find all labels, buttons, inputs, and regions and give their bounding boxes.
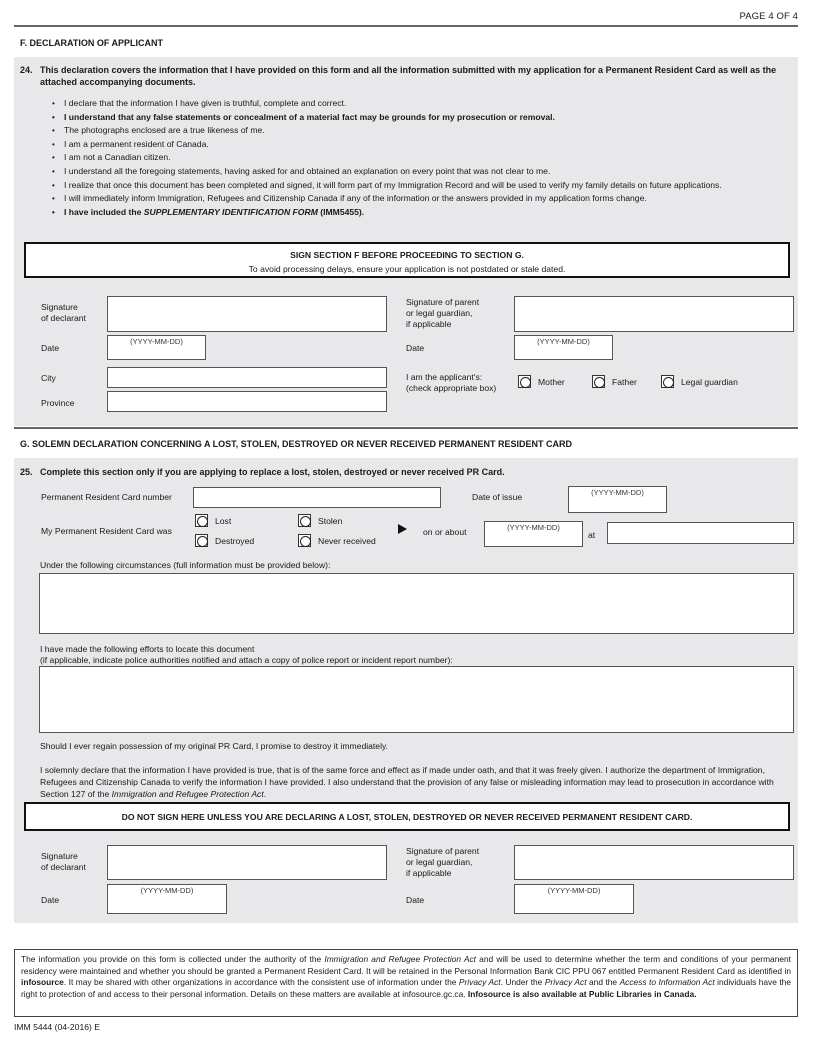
at-location-field[interactable] bbox=[607, 522, 794, 544]
statement-item: • I declare that the information I have given is truthful, complete and correct. bbox=[52, 97, 792, 111]
statement-item: • I am not a Canadian citizen. bbox=[52, 151, 792, 165]
page-number: PAGE 4 OF 4 bbox=[739, 11, 798, 22]
section-f-title: F. DECLARATION OF APPLICANT bbox=[20, 38, 163, 48]
radio-legal-guardian-label: Legal guardian bbox=[681, 377, 738, 387]
date-of-issue-placeholder: (YYYY-MM-DD) bbox=[591, 488, 644, 497]
g-date-placeholder: (YYYY-MM-DD) bbox=[140, 886, 194, 895]
statement-item: • The photographs enclosed are a true likeness of me. bbox=[52, 124, 792, 138]
on-or-about-field[interactable] bbox=[484, 521, 583, 547]
on-or-about-placeholder: (YYYY-MM-DD) bbox=[507, 523, 560, 532]
statement-item: • I realize that once this document has been completed and signed, it will form part of my Immigration Record and will be used to verify my family details on future applications. bbox=[52, 179, 792, 193]
statement-item: • I understand that any false statements or concealment of a material fact may be grounds for my prosecution or removal. bbox=[52, 111, 792, 125]
arrow-right-icon bbox=[398, 524, 407, 534]
radio-destroyed[interactable] bbox=[195, 534, 208, 547]
section-g-title: G. SOLEMN DECLARATION CONCERNING A LOST, STOLEN, DESTROYED OR NEVER RECEIVED PERMANENT RESIDENT CARD bbox=[20, 439, 573, 449]
sign-section-f-notice: SIGN SECTION F BEFORE PROCEEDING TO SECTION G. To avoid processing delays, ensure your application is not postdated or stale dated. bbox=[24, 242, 790, 278]
parent-date-placeholder: (YYYY-MM-DD) bbox=[537, 337, 590, 346]
radio-father-label: Father bbox=[612, 377, 637, 387]
section-divider bbox=[14, 427, 798, 429]
statement-item: • I will immediately inform Immigration, Refugees and Citizenship Canada if any of the information or the answers provided in my application forms change. bbox=[52, 192, 792, 206]
question-24-number: 24. bbox=[20, 65, 33, 75]
province-field[interactable] bbox=[107, 391, 387, 412]
signature-parent-field[interactable] bbox=[514, 296, 794, 332]
radio-never-received-label: Never received bbox=[318, 536, 376, 546]
privacy-notice: The information you provide on this form is collected under the authority of the Immigration and Refugee Protection Act and will be used to determine whether the term and conditions of your permanent residency were maintained and whether you should be granted a Permanent Resident Card. It will be retained in the Personal Information Bank CIC PPU 067 entitled Permanent Resident Card as identified in infosource. It may be shared with other organizations in accordance with the consistent use of information under the Privacy Act. Under the Privacy Act and the Access to Information Act individuals have the right to protection of and access to their personal information. Details on these matters are available at infosource.gc.ca. Infosource is also available at Public Libraries in Canada. bbox=[14, 949, 798, 1017]
g-parent-date-label: Date bbox=[406, 895, 425, 905]
question-25-number: 25. bbox=[20, 467, 33, 477]
radio-mother[interactable] bbox=[518, 375, 531, 388]
relation-label: I am the applicant's: (check appropriate box) bbox=[406, 372, 497, 393]
statement-item: • I am a permanent resident of Canada. bbox=[52, 138, 792, 152]
g-date-label: Date bbox=[41, 895, 60, 905]
do-not-sign-notice: DO NOT SIGN HERE UNLESS YOU ARE DECLARING A LOST, STOLEN, DESTROYED OR NEVER RECEIVED PERMANENT RESIDENT CARD. bbox=[24, 802, 790, 831]
signature-parent-label: Signature of parent or legal guardian, if applicable bbox=[406, 297, 480, 329]
radio-mother-label: Mother bbox=[538, 377, 565, 387]
g-parent-date-field[interactable] bbox=[514, 884, 634, 914]
date-of-issue-field[interactable] bbox=[568, 486, 667, 513]
signature-declarant-field[interactable] bbox=[107, 296, 387, 332]
g-signature-declarant-field[interactable] bbox=[107, 845, 387, 880]
date-label: Date bbox=[41, 343, 60, 353]
card-status-label: My Permanent Resident Card was bbox=[41, 526, 172, 536]
promise-text: Should I ever regain possession of my original PR Card, I promise to destroy it immediately. bbox=[40, 741, 389, 751]
form-code: IMM 5444 (04-2016) E bbox=[14, 1022, 100, 1032]
g-signature-parent-field[interactable] bbox=[514, 845, 794, 880]
circumstances-label: Under the following circumstances (full information must be provided below): bbox=[40, 560, 331, 570]
date-of-issue-label: Date of issue bbox=[472, 492, 523, 502]
city-label: City bbox=[41, 373, 56, 383]
efforts-label: I have made the following efforts to locate this document (if applicable, indicate police authorities notified and attach a copy of police report or incident report number): bbox=[40, 644, 453, 665]
date-field[interactable] bbox=[107, 335, 206, 360]
radio-legal-guardian[interactable] bbox=[661, 375, 674, 388]
parent-date-label: Date bbox=[406, 343, 425, 353]
radio-father[interactable] bbox=[592, 375, 605, 388]
question-25-text: Complete this section only if you are applying to replace a lost, stolen, destroyed or never received PR Card. bbox=[40, 467, 505, 477]
date-placeholder: (YYYY-MM-DD) bbox=[130, 337, 183, 346]
at-label: at bbox=[588, 530, 596, 540]
statement-item: • I understand all the foregoing statements, having asked for and obtained an explanation on every point that was not clear to me. bbox=[52, 165, 792, 179]
question-24-text: This declaration covers the information that I have provided on this form and all the information submitted with my application for a Permanent Resident Card as well as the attached accompanying documents. bbox=[40, 65, 777, 87]
radio-stolen-label: Stolen bbox=[318, 516, 343, 526]
g-date-field[interactable] bbox=[107, 884, 227, 914]
radio-lost-label: Lost bbox=[215, 516, 232, 526]
city-field[interactable] bbox=[107, 367, 387, 388]
parent-date-field[interactable] bbox=[514, 335, 613, 360]
radio-never-received[interactable] bbox=[298, 534, 311, 547]
declaration-statements bbox=[52, 97, 792, 219]
solemn-declaration-text: I solemnly declare that the information I have provided is true, that is of the same force and effect as if made under oath, and that it was freely given. I authorize the department of Immigration, Refugees and Citizenship Canada to verify the information I have provided. I also understand that the provision of any false or misleading information may lead to prosecution in accordance with Section 127 of the Immigration and Refugee Protection Act. bbox=[40, 765, 774, 799]
on-or-about-label: on or about bbox=[423, 527, 467, 537]
g-parent-date-placeholder: (YYYY-MM-DD) bbox=[547, 886, 601, 895]
province-label: Province bbox=[41, 398, 75, 408]
efforts-field[interactable] bbox=[39, 666, 794, 733]
header-divider bbox=[14, 25, 798, 27]
g-signature-parent-label: Signature of parent or legal guardian, if applicable bbox=[406, 846, 480, 878]
pr-card-number-field[interactable] bbox=[193, 487, 441, 508]
signature-declarant-label: Signature of declarant bbox=[41, 302, 86, 323]
g-signature-declarant-label: Signature of declarant bbox=[41, 851, 86, 872]
pr-card-number-label: Permanent Resident Card number bbox=[41, 492, 172, 502]
radio-lost[interactable] bbox=[195, 514, 208, 527]
radio-destroyed-label: Destroyed bbox=[215, 536, 255, 546]
statement-item-supplementary: • I have included the SUPPLEMENTARY IDENTIFICATION FORM (IMM5455). bbox=[52, 206, 792, 220]
radio-stolen[interactable] bbox=[298, 514, 311, 527]
circumstances-field[interactable] bbox=[39, 573, 794, 634]
